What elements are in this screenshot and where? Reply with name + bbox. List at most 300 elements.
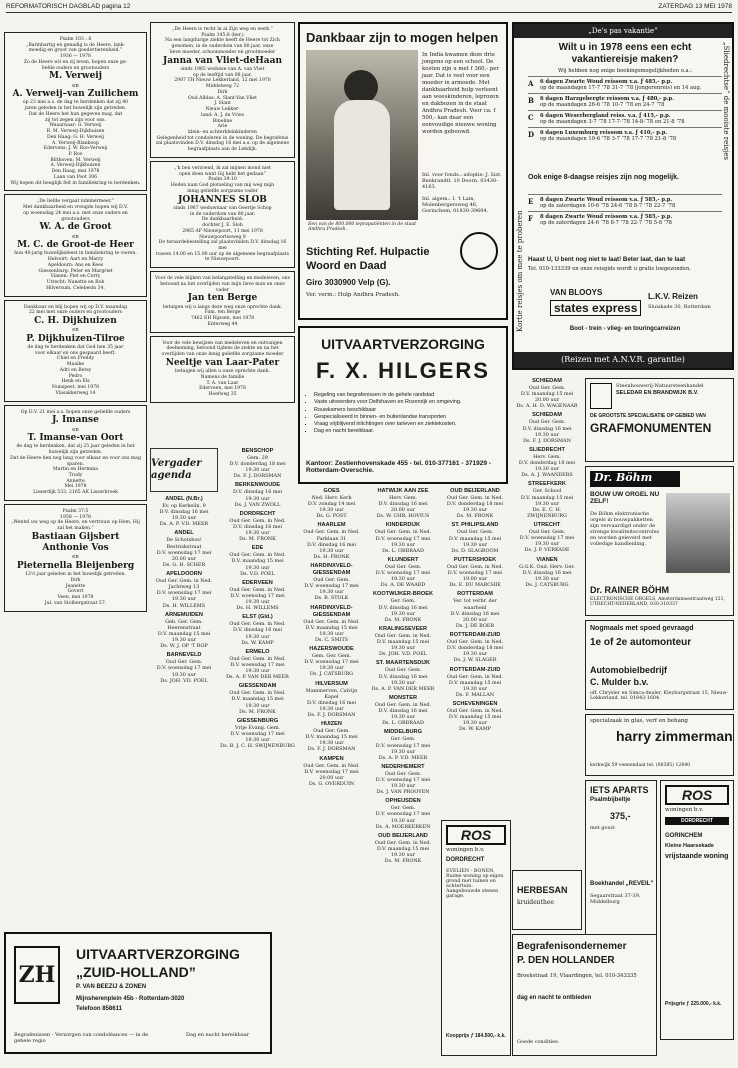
church-service (298, 488, 365, 519)
church-place: KAMPEN (319, 755, 344, 762)
zh-owner: P. VAN BEEZIJ & ZONEN (76, 984, 147, 990)
obit-line: „'k ben verzoend, ik zal mijnen mond niet (174, 165, 271, 171)
notice-name: M. C. de Groot-de Heer (17, 240, 134, 251)
ad-automonteur (585, 620, 734, 710)
church-detail: 19.30 uur (462, 507, 488, 514)
church-place: APELDOORN (166, 571, 202, 578)
church-detail: D.V. woensdag 17 mei (375, 776, 431, 783)
notice-line: „Wentel uw weg op de Heere, en vertrouw op Hem, Hij zal het maken.” (11, 520, 140, 532)
church-detail: 19.30 uur (319, 547, 344, 554)
notice-line: Jeanette (65, 583, 86, 589)
church-place: GIESSENBURG (236, 717, 279, 724)
church-detail: 20.00 uur (319, 774, 344, 781)
church-detail: Ds. B. J. C. H. SWIJNENBURG (220, 743, 295, 750)
church-detail: D.V. donderdag 18 mei (446, 645, 504, 652)
travel-side-left: Kortie reisjes om mee te proberen (516, 210, 524, 332)
bohm-brand: Dr. Böhm (590, 471, 680, 487)
ad-den-hollander (512, 934, 657, 1056)
church-place: SCHEVENINGEN (452, 701, 498, 708)
church-service (367, 557, 439, 588)
church-detail: Geb. Ger. Gem. (165, 618, 203, 625)
church-detail: Oud Ger. Gem. (384, 667, 422, 674)
ros-title: Kleine Haarsekade (665, 843, 714, 849)
notice-line: A. Verweij-Blankoop (52, 140, 99, 146)
church-detail: 19.30 uur (245, 530, 270, 537)
church-service (367, 591, 439, 622)
notice-line: P. Roo (68, 152, 83, 158)
church-detail: Ds. JOH. V.D. POEL (378, 651, 428, 658)
church-detail: D.V. maandag 15 mei (231, 558, 284, 565)
church-place: ST. PHILIPSLAND (451, 522, 499, 529)
church-detail: 19.30 uur (390, 852, 416, 859)
notice-line: 22 mei met onze ouders en grootouders (29, 310, 122, 316)
pden-name: P. DEN HOLLANDER (517, 955, 615, 966)
zh-address: Mijnsherenplein 45b - Rotterdam-3020 (76, 996, 185, 1002)
pden-dn: dag en nacht te ontbieden (517, 995, 592, 1001)
church-detail: 19.30 uur (462, 541, 488, 548)
church-place: PUTTERSHOEK (453, 556, 497, 563)
notice-line: Wij hopen dit heuglijk feit in familiekring te herdenken. (10, 180, 141, 186)
column-church-services-f (512, 378, 582, 638)
church-detail: Oud Ger. Gem. in Ned. (303, 529, 360, 536)
church-detail: D.V. donderdag 18 mei (518, 460, 576, 467)
iets-title: IETS APARTS (590, 785, 649, 795)
travel-side-right: „Sliedrechtse” de mooiste reisjes (722, 42, 730, 160)
ros2-brand: ROS (446, 825, 506, 845)
church-service (367, 695, 439, 726)
church-service (441, 591, 509, 629)
gm-sub: DE GROOTSTE SPECIALISATIE OP GEBIED VAN (590, 413, 706, 419)
church-detail: D.V. woensdag 17 mei (519, 535, 575, 542)
church-detail: Oud Ger. Gem. in Ned. (303, 762, 360, 769)
notice-line: grootouders (61, 216, 90, 222)
obit-line: 2965 AP Nieuwpoort, 11 mei 1978 (182, 228, 263, 234)
church-detail: Ds. M. FRONK (239, 708, 276, 715)
obit-line: T. A. van Laar (206, 380, 239, 386)
church-detail: Ds. V.D. POEL (240, 570, 275, 577)
church-place: ST. MAARTENSDIJK (375, 660, 431, 667)
church-detail: Ds. G. POST (316, 513, 347, 520)
church-detail: D.V. woensdag 17 mei (304, 583, 359, 590)
obit-line: Ederveen, mei 1978 (199, 386, 246, 392)
travel-trips-8day (528, 194, 722, 228)
auto-b2: C. Mulder b.v. (590, 677, 649, 687)
gm-logo (590, 383, 612, 409)
church-detail: D.V. maandag 15 mei (520, 391, 574, 398)
church-detail: Ds. W. KAMP (241, 639, 274, 646)
church-detail: Ds. B. STOLK (314, 595, 349, 602)
church-detail: Oud Ger. Gem. (384, 770, 422, 777)
church-detail: Oud Ger. Gem. (528, 529, 566, 536)
notice-line: Vianen: Piet en Corry (50, 274, 101, 280)
hilgers-bullet: ▪ Dag en nacht bereikbaar. (314, 428, 504, 435)
obit-line: tussen 14.00 en 15.00 uur op de algemene begraafplaats te Nieuwpoort. (155, 251, 290, 263)
church-detail: 19.30 uur (245, 736, 270, 743)
travel-footer: (Reizen met A.N.V.R. garantie) (514, 352, 732, 368)
church-detail: D.V. maandag 15 mei (376, 845, 430, 852)
trip-title: 6 dagen Luxemburg reissom v.a. ƒ 410,- p.p. (540, 130, 668, 136)
church-place: HAZERSWOUDE (309, 646, 354, 653)
obit-line: in de ouderdom van 80 jaar. (189, 211, 256, 217)
church-place: OUD BEIJERLAND (378, 832, 428, 839)
church-service (220, 482, 295, 507)
church-detail: Oud Ger. Gem. in Ned. (229, 655, 286, 662)
hilgers-bullet: ▪ Gespecialiseerd in binnen- en buitenlandse transporten (314, 414, 504, 421)
obit-line: Oud Alblas: A. Slant-Van Vliet (188, 95, 257, 101)
church-detail: Ds. A. DE WAARD (380, 582, 426, 589)
church-detail: 19.30 uur (534, 541, 560, 548)
ad-bohm (585, 466, 734, 616)
harry-top: specialzaak in glas, verf en behang (590, 718, 688, 724)
column-church-services-a (150, 448, 218, 928)
ad-travel (512, 22, 734, 370)
church-service (220, 649, 295, 680)
trip-letter: B (528, 96, 534, 105)
church-service (512, 412, 582, 443)
church-detail: 19.30 uur (319, 507, 344, 514)
notice-line: Waaarnaar: G. Verweij (49, 123, 102, 129)
church-detail: 19.30 uur (390, 817, 416, 824)
church-place: OPHEUSDEN (385, 798, 421, 805)
ad-ros-dordrecht (441, 820, 511, 1056)
church-detail: 19.30 uur (171, 515, 197, 522)
church-detail: D.V. woensdag 17 mei (304, 768, 359, 775)
church-detail: 19.30 uur (462, 720, 488, 727)
obit-line: Nieuw Lekker- (205, 107, 240, 113)
church-detail: Heerenstraat (167, 624, 201, 631)
ros-price: Prijsgrie ƒ 225.000,- k.k. (665, 1001, 722, 1007)
church-detail: Ds. F. J. DORSMAN (307, 712, 356, 718)
travel-lkv: L.K.V. Reizen (648, 292, 698, 301)
church-detail: 19.30 uur (245, 668, 270, 675)
church-detail: Ver. tot verbr. der waarheid (453, 598, 497, 611)
church-detail: Ds. H. WILLEMS (236, 605, 279, 612)
notice-line: Dirk (70, 577, 81, 583)
church-detail: D.V. dinsdag 16 mei (378, 604, 428, 611)
church-detail: Oud Ger. Gem. in Ned. (374, 632, 432, 639)
obit-line: Voor de vele bewijzen van medeleven en ontvangen deelneming, betoond tijdens de ziekte en na het overlijden van onze innig geliefde zorgzame moeder (161, 340, 284, 358)
church-detail: D.V. woensdag 17 mei (375, 811, 431, 818)
travel-banner: „De's pas vakantie” (514, 24, 732, 38)
notice-line: Martin en Hermina (53, 467, 98, 473)
church-detail: D.V. dinsdag 16 mei (522, 569, 572, 576)
pden-foot: Goede condities. (517, 1039, 560, 1045)
trip-row (528, 110, 722, 127)
ad-woord-en-daad (298, 22, 508, 320)
church-place: GOES (323, 488, 340, 494)
iets-addr: Segaarstraat 37-39, Middelburg (590, 893, 641, 905)
notice-name: A. Verweij–van Zuilichem (12, 89, 139, 100)
church-service (150, 496, 218, 527)
notice-line: Annette (66, 478, 85, 484)
church-detail: D.V. maandag 15 mei (520, 494, 574, 501)
church-service (298, 721, 365, 752)
column-church-services-d (367, 488, 439, 1058)
obit-line: 7462 EH Rijssen, mei 1978 (190, 316, 255, 322)
zh-footer2: Dag en nacht bereikbaar (186, 1032, 250, 1038)
church-detail: D.V. woensdag 17 mei (447, 570, 503, 577)
obit-line: op de leeftijd van 88 jaar. (192, 72, 253, 78)
church-detail: Oud Ger. Gem. (165, 659, 203, 666)
church-detail: Ds. F. J. DORSMAN (523, 437, 571, 444)
church-place: HARDINXVELD-GIESSENDAM (310, 563, 353, 577)
church-detail: Jachtweg 13 (168, 584, 200, 591)
church-service (220, 580, 295, 611)
bohm-sub: BOUW UW ORGEL NU ZELF! (590, 491, 660, 505)
church-detail: D.V. maandag 15 mei (305, 734, 358, 741)
church-detail: D.V. dinsdag 16 mei (159, 509, 209, 516)
trip-letter: D (528, 130, 535, 139)
herbesan-name: HERBESAN (517, 885, 568, 895)
church-service (367, 660, 439, 691)
bohm-body: De Böhm elektronische orgels in bouwpakketten zijn vervaardigd onder de strenge kwaliteitscontroles en worden geleverd met volledige handleiding. (590, 511, 660, 547)
obit-line: Hoefweg 35 (208, 391, 237, 397)
travel-lkv3: Boot - trein - vlieg- en touringcarreizen (569, 326, 681, 332)
church-place: BARNEVELD (166, 652, 202, 659)
church-service (367, 729, 439, 760)
obit-line: innig geliefde zorgzame vader (187, 188, 258, 194)
church-detail: 19.30 uur (462, 685, 488, 692)
obituary (150, 161, 295, 268)
church-detail: D.V. woensdag 17 mei (375, 535, 431, 542)
obit-line: De teraardebestelling zal plaatsvinden D.V. dinsdag 16 mei (158, 240, 287, 251)
church-place: STREEFKERK (528, 481, 566, 488)
zh-logo: ZH (14, 946, 60, 1004)
church-place: EDE (251, 545, 264, 552)
trip-dates: op de zaterdagen 24-6 ʼ78 8-7 ʼ78 22-7 ʼ78 5-8 ʼ78 (540, 220, 672, 226)
church-detail: Ds. A. H. D. WAGENAAR (516, 403, 578, 410)
notice-line: Den Haag, mei 1978 (51, 169, 100, 175)
church-service (367, 798, 439, 829)
obit-line: betuigen wij u langs deze weg onze oprechte dank. (162, 304, 283, 310)
church-detail: Oud Ger. Gem. in Ned. (229, 621, 286, 628)
notice-line: Psalm 103 : 8 (59, 37, 92, 42)
church-place: ROTTERDAM-ZUID (449, 666, 501, 673)
travel-cta: Haast U, U bent nog niet te laat! Beter laat, dan te laat (528, 256, 686, 263)
church-detail: Oud Ger. Gem. (528, 384, 566, 391)
church-detail: Ds. D. SLAGBOOM (451, 547, 499, 554)
church-place: UTRECHT (533, 522, 561, 529)
trip-dates: op de maandagen 19-6 ʼ78 3-7 ʼ78 17-7 ʼ78 21-8 ʼ78 (540, 136, 677, 142)
church-detail: Oud Ger. Gem. (456, 529, 494, 536)
ad-herbesan (512, 870, 582, 930)
church-service (220, 718, 295, 749)
church-detail: Ds. M. FRONK (456, 513, 494, 520)
church-detail: 19.00 uur (462, 576, 488, 583)
church-detail: 19.30 uur (245, 633, 270, 640)
obit-line: Psalm 39:10 (208, 177, 237, 183)
family-notice (4, 194, 147, 296)
church-detail: D.V. woensdag 17 mei (230, 730, 285, 737)
church-service (367, 488, 439, 519)
church-service (150, 530, 218, 568)
church-detail: D.V. dinsdag 16 mei (450, 610, 500, 617)
church-service (298, 646, 365, 677)
church-detail: 20.00 uur (390, 507, 416, 514)
notice-name: T. Imanse-van Oort (27, 433, 124, 444)
obit-line: open doen want Gij hebt het gedaan” (179, 171, 266, 177)
church-service (441, 557, 509, 588)
notice-name: J. Imanse (52, 415, 99, 426)
obit-name: JOHANNES SLOB (178, 194, 267, 205)
church-detail: D.V. maandag 15 mei (448, 535, 502, 542)
header-right: ZATERDAG 13 MEI 1978 (658, 3, 732, 10)
church-detail: D.V. woensdag 17 mei (375, 570, 431, 577)
church-detail: D.V. dinsdag 16 mei (232, 489, 283, 496)
church-detail: Ger. Gem. (390, 598, 416, 605)
trip-title: 6 dagen Harzgebergte reissom v.a. ƒ 480,- p.p. (540, 96, 674, 102)
church-service (220, 448, 295, 479)
church-place: ANDEL (174, 530, 194, 537)
trip-title: 8 dagen Zwarte Woud reissom v.a. ƒ 585,- p.p. (540, 197, 673, 203)
church-detail: Ds. L. OBBRAAD (382, 720, 424, 727)
church-detail: Ds. J. W. SLAGER (453, 657, 497, 664)
ros-big: vrijstaande woning (665, 853, 729, 860)
wd-org1: Stichting Ref. Hulpactie (306, 246, 430, 258)
church-detail: Gem. Ger. Gem. (311, 653, 352, 660)
header-left: REFORMATORISCH DAGBLAD pagina 12 (6, 3, 131, 10)
church-detail: Ds. G. OVERDUIN (308, 780, 355, 787)
church-place: GIESSENDAM (238, 683, 277, 690)
church-detail: 19.30 uur (319, 740, 344, 747)
church-detail: Oud Ger. Gem. in Ned. (155, 578, 213, 585)
trip-letter: C (528, 113, 534, 122)
notice-line: A. Verweij-Dijkhuizen (50, 163, 101, 169)
church-detail: Ds. M. FRONK (384, 616, 422, 623)
church-detail: 19.30 uur (390, 541, 416, 548)
notice-name: W. A. de Groot (39, 222, 112, 233)
church-detail: Oud Ger. Gem. in Ned. (229, 552, 286, 559)
obit-line: Middelweg 72 (205, 84, 240, 90)
church-detail: Oud Ger. Gem. in Ned. (374, 529, 432, 536)
column-church-services-c (298, 488, 365, 1058)
church-detail: D.V. zondag 14 mei (307, 501, 356, 508)
obit-line: sinds 1987 weduwnaar van Geertje Schop (173, 205, 272, 211)
notice-line: Nunspeet, mei 1978 (51, 385, 100, 391)
iets-sub: Psalmbijbeltje (590, 797, 631, 803)
notice-line: 12½ jaar geleden in het huwelijk getreden. (25, 572, 126, 578)
ad-hilgers (298, 326, 508, 484)
notice-name: P. Dijkhuizen-Tilroe (26, 333, 125, 344)
obit-line: lieve moeder, schoonmoeder en grootmoeder (169, 49, 276, 55)
church-place: HARDINXVELD-GIESSENDAM (310, 604, 353, 618)
church-detail: Ds. W. CHR. HOVIUS (376, 513, 430, 520)
church-detail: Ev. op Kerkeiln. 9 (162, 502, 206, 509)
church-detail: Ds. A. P. VAN DER MEER (371, 685, 435, 692)
church-detail: 19.30 uur (534, 575, 560, 582)
church-detail: Ger. School (532, 488, 562, 495)
church-place: OUD BEIJERLAND (450, 488, 500, 494)
church-detail: Gem. 29 (247, 454, 268, 461)
obit-line: Na een langdurige ziekte heeft de Heere tot Zich genomen, in de ouderdom van 80 jaar, onze (165, 38, 280, 50)
obit-line: Dirk (217, 89, 228, 95)
trip-info (540, 96, 722, 108)
church-detail: 19.30 uur (319, 630, 344, 637)
obit-line: Psalm 145:8 (ber.) (201, 32, 244, 38)
church-place: SCHIEDAM (532, 378, 562, 384)
church-detail: 20.00 uur (462, 616, 488, 623)
church-detail: 19.30 uur (534, 431, 560, 438)
church-detail: Ds. A. MOERKERKEN (375, 823, 431, 830)
trip-title: 6 dagen Zwarte Woud reissom v.a. ƒ 485,- p.p. (540, 79, 673, 85)
auto-b1: Automobielbedrijf (590, 665, 667, 675)
church-detail: Ger. Gem. (390, 736, 416, 743)
notice-line: Lisserdijk 533, 2165 AK Lisserbroek (33, 490, 118, 496)
travel-q1: Wilt u in 1978 eens een echt (558, 42, 692, 53)
trip-letter: A (528, 79, 534, 88)
church-service (441, 667, 509, 698)
church-detail: Ned. Herv. Kerk (311, 494, 352, 501)
notice-name: Pieternella Bleijenberg (16, 560, 135, 571)
church-service (150, 652, 218, 683)
column-family-notices (4, 32, 147, 892)
church-detail: Ds. J. DE BOER (455, 622, 495, 629)
church-detail: 19.30 uur (245, 467, 270, 474)
church-detail: D.V. woensdag 17 mei (156, 665, 212, 672)
trip-dates: op de maandagen 17-7 ʼ78 31-7 ʼ78 (jongerenreis) en 14 aug. (540, 85, 702, 91)
ad-harry-zimmerman (585, 714, 734, 776)
bohm-name: Dr. RAINER BÖHM (590, 585, 670, 595)
zh-sub: „ZUID-HOLLAND” (76, 964, 196, 980)
vergader-logo: Vergader agenda (150, 448, 218, 492)
church-detail: Ds. F. J. DORSMAN (233, 473, 282, 480)
church-detail: Oud Ger. Gem. (313, 577, 350, 584)
church-detail: Ds. J. CATSBURG (525, 581, 569, 588)
church-service (512, 481, 582, 519)
trip-letter: F (528, 214, 533, 223)
notice-line: liefde ouders en grootouders (41, 65, 110, 71)
church-place: MIDDELBURG (384, 729, 422, 736)
church-service (441, 632, 509, 663)
church-detail: D.V. woensdag 17 mei (375, 742, 431, 749)
ad-iets-aparts (585, 780, 657, 960)
church-detail: Oud Ger. Gem. (313, 728, 350, 735)
trip-info (540, 130, 722, 142)
ros2-price: Koopprijs ƒ 184.500,- k.k. (446, 1033, 506, 1039)
church-detail: D.V. woensdag 17 mei (230, 661, 285, 668)
wd-giro: Giro 3030900 Velp (G). (306, 278, 391, 287)
hilgers-office: Kantoor: Zestienhovenskade 455 - tel. 010-377161 - 371929 - Rotterdam-Overschie. (306, 460, 491, 474)
obit-line: land: A. J. de Vries (201, 112, 244, 118)
notice-line: moedig en groot van goedertierenheid.” (28, 48, 123, 54)
travel-brand: VAN BLOOYS (550, 288, 603, 297)
notice-line: Henk en Els (61, 379, 90, 385)
church-service (512, 557, 582, 588)
church-detail: 19.30 uur (319, 665, 344, 672)
church-detail: D.V. dinsdag 16 mei (378, 673, 428, 680)
church-detail: Herv. Gem. (533, 453, 561, 460)
church-detail: Ger. Gem. (390, 805, 416, 812)
church-service (441, 522, 509, 553)
trip-letter: E (528, 197, 534, 206)
church-detail: Ds. W. KAMP (458, 726, 492, 733)
church-detail: Oud Ger. Gem. in Ned. (446, 673, 504, 680)
church-service (512, 447, 582, 478)
trip-row (528, 194, 722, 211)
trip-info (540, 79, 722, 91)
wd-info: Inl. voor fonds.: adoptie: J. Sist. Benkrandtl. 10 Doorn. 03430-4163. (422, 172, 502, 190)
notice-line: Den Haag: G. H. Verweij (47, 134, 104, 140)
church-detail: 19.30 uur (390, 679, 416, 686)
church-detail: 19.30 uur (171, 596, 197, 603)
auto-addr: off. Chrysler en Simca-dealer, Kleyburgstraat 15, Nieuw-Lekkerland, tel. 01843-1604. (590, 691, 729, 701)
church-service (441, 488, 509, 519)
obit-name: Janna van Vliet-deHaan (162, 55, 283, 66)
church-service (298, 522, 365, 560)
obituary (150, 22, 295, 158)
church-detail: Ds. JOH. VD. POEL (160, 677, 208, 684)
church-detail: Ds. E. DU MARCHIE (449, 582, 501, 589)
